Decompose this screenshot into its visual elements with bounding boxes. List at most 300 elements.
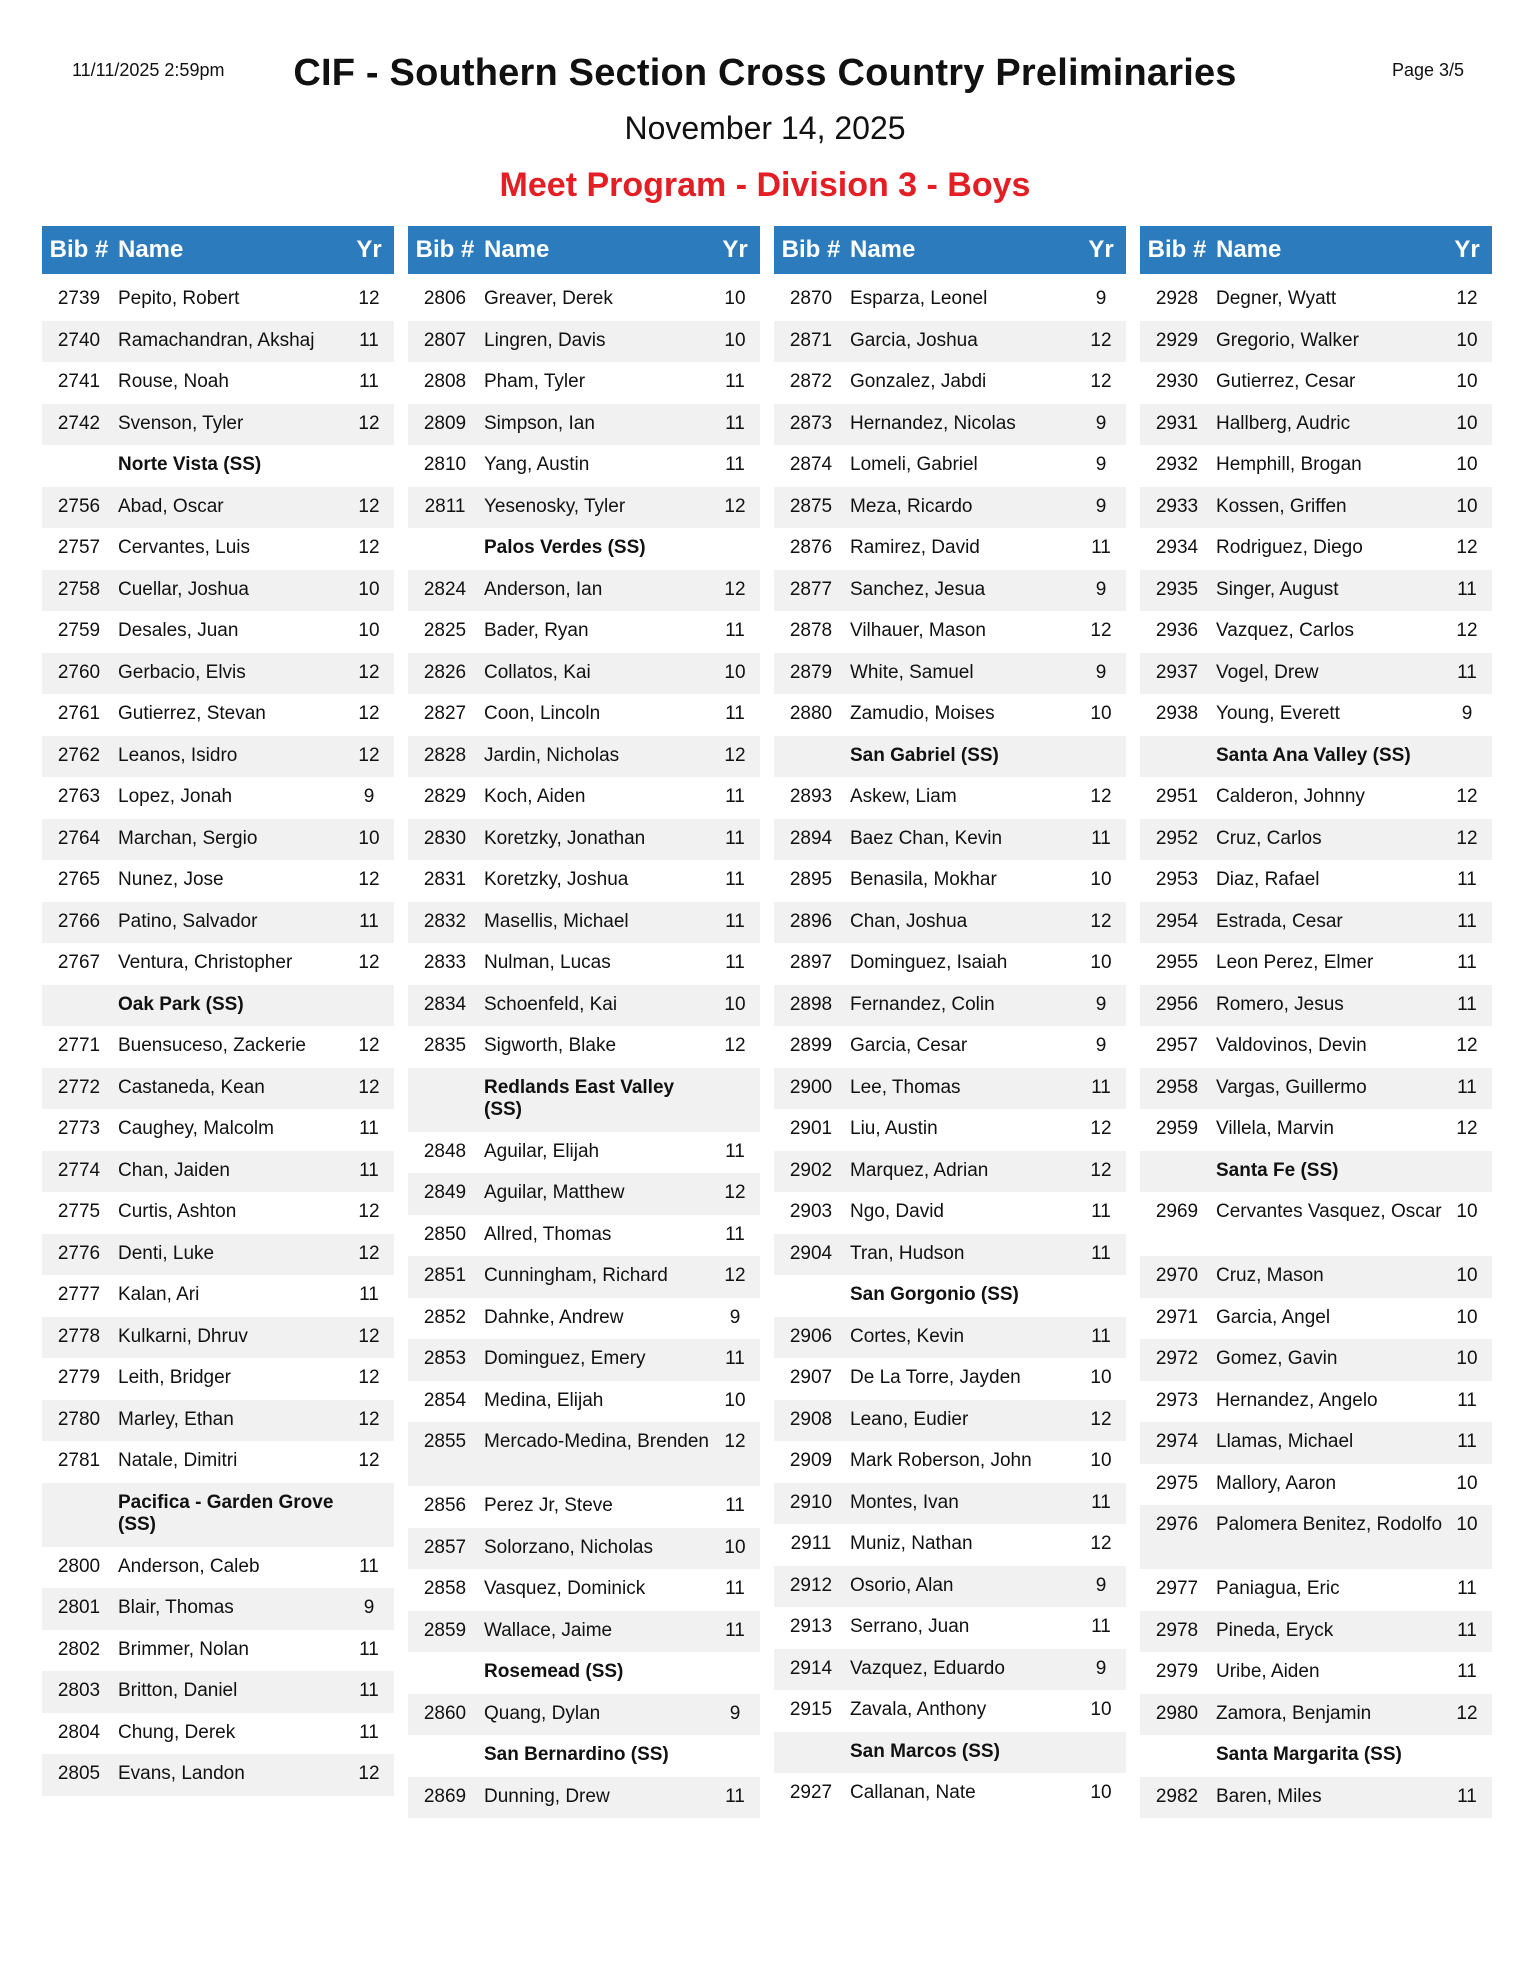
grade-year: 10 bbox=[358, 827, 380, 849]
column-rows bbox=[42, 279, 394, 1796]
bib-number: 2877 bbox=[789, 578, 833, 600]
runner-name: Aguilar, Elijah bbox=[484, 1140, 600, 1162]
runner-row bbox=[42, 1713, 394, 1755]
bib-number: 2764 bbox=[57, 827, 101, 849]
runner-row bbox=[1140, 943, 1492, 985]
runner-name: White, Samuel bbox=[850, 661, 974, 683]
grade-year: 10 bbox=[724, 1389, 746, 1411]
runner-row bbox=[774, 528, 1126, 570]
runner-name: Hernandez, Angelo bbox=[1216, 1389, 1378, 1411]
grade-year: 11 bbox=[725, 1619, 745, 1641]
runner-name: Mark Roberson, John bbox=[850, 1450, 1032, 1471]
bib-number: 2758 bbox=[57, 578, 101, 600]
school-heading-row bbox=[42, 1483, 394, 1547]
grade-year: 10 bbox=[1456, 1306, 1478, 1328]
runner-row bbox=[1140, 1339, 1492, 1381]
runner-row bbox=[408, 985, 760, 1027]
bib-number: 2825 bbox=[423, 620, 467, 641]
grade-year: 9 bbox=[729, 1306, 741, 1328]
runner-row bbox=[1140, 279, 1492, 321]
bib-number: 2937 bbox=[1155, 661, 1199, 683]
runner-name: Koretzky, Joshua bbox=[484, 869, 629, 890]
runner-row bbox=[774, 985, 1126, 1027]
column-rows bbox=[1140, 279, 1492, 1818]
bib-number: 2930 bbox=[1155, 371, 1199, 392]
grade-year: 12 bbox=[358, 744, 380, 766]
bib-number: 2894 bbox=[789, 827, 833, 849]
runner-name: Zavala, Anthony bbox=[850, 1699, 987, 1720]
grade-year: 9 bbox=[1095, 993, 1107, 1015]
grade-year: 12 bbox=[358, 1035, 380, 1056]
grade-year: 11 bbox=[1457, 1619, 1477, 1641]
runner-row bbox=[42, 1754, 394, 1796]
bib-number: 2974 bbox=[1155, 1431, 1199, 1452]
grade-year: 10 bbox=[358, 578, 380, 600]
bib-number: 2742 bbox=[57, 412, 101, 434]
runner-name: Benasila, Mokhar bbox=[850, 869, 997, 890]
bib-number: 2954 bbox=[1155, 910, 1199, 932]
grade-year: 9 bbox=[1095, 578, 1107, 600]
runner-row bbox=[42, 528, 394, 570]
grade-year: 9 bbox=[729, 1702, 741, 1724]
runner-row bbox=[42, 1109, 394, 1151]
school-name: Oak Park (SS) bbox=[118, 993, 244, 1015]
program-title: Meet Program - Division 3 - Boys bbox=[499, 166, 1031, 204]
runner-row bbox=[1140, 1381, 1492, 1423]
grade-year: 12 bbox=[1456, 1702, 1478, 1724]
grade-year: 10 bbox=[1090, 703, 1112, 724]
bib-number: 2975 bbox=[1155, 1472, 1199, 1494]
runner-name: Anderson, Caleb bbox=[118, 1555, 260, 1577]
runner-name: Nulman, Lucas bbox=[484, 952, 611, 973]
print-timestamp: 11/11/2025 2:59pm bbox=[72, 60, 225, 80]
grade-year: 12 bbox=[358, 952, 380, 973]
grade-year: 11 bbox=[1091, 827, 1111, 849]
runner-name: Solorzano, Nicholas bbox=[484, 1536, 653, 1558]
grade-year: 12 bbox=[724, 1431, 746, 1452]
runner-row bbox=[1140, 1256, 1492, 1298]
bib-number: 2874 bbox=[789, 454, 833, 475]
bib-number: 2756 bbox=[57, 495, 101, 517]
runner-name: Anderson, Ian bbox=[484, 578, 603, 600]
bib-number: 2953 bbox=[1155, 869, 1199, 890]
grade-year: 11 bbox=[725, 454, 745, 475]
runner-row bbox=[408, 1777, 760, 1819]
runner-name: Mercado-Medina, Brenden bbox=[484, 1431, 709, 1452]
runner-row bbox=[774, 1026, 1126, 1068]
grade-year: 12 bbox=[1090, 1408, 1112, 1430]
bib-number: 2928 bbox=[1155, 288, 1199, 309]
runner-row bbox=[42, 321, 394, 363]
runner-row bbox=[42, 1547, 394, 1589]
grade-year: 11 bbox=[359, 910, 379, 932]
grade-year: 12 bbox=[358, 703, 380, 724]
name-header: Name bbox=[118, 236, 184, 263]
runner-row bbox=[774, 1483, 1126, 1525]
runner-name: Gregorio, Walker bbox=[1216, 329, 1359, 351]
runner-row bbox=[1140, 1192, 1492, 1256]
bib-number: 2800 bbox=[57, 1555, 101, 1577]
school-heading-row bbox=[1140, 1151, 1492, 1193]
grade-year: 12 bbox=[358, 1201, 380, 1222]
runner-name: Yesenosky, Tyler bbox=[484, 495, 626, 517]
runner-name: Aguilar, Matthew bbox=[484, 1182, 625, 1203]
grade-year: 12 bbox=[358, 495, 380, 517]
grade-year: 9 bbox=[1095, 454, 1107, 475]
bib-number: 2857 bbox=[423, 1536, 467, 1558]
year-header: Yr bbox=[1088, 236, 1114, 263]
runner-row bbox=[42, 570, 394, 612]
runner-row bbox=[774, 694, 1126, 736]
grade-year: 10 bbox=[1456, 1348, 1478, 1369]
runner-name: Gonzalez, Jabdi bbox=[850, 371, 987, 392]
grade-year: 9 bbox=[363, 1597, 375, 1618]
runner-name: Vilhauer, Mason bbox=[850, 620, 986, 641]
runner-row bbox=[774, 653, 1126, 695]
bib-number: 2958 bbox=[1155, 1076, 1199, 1098]
bib-number: 2830 bbox=[423, 827, 467, 849]
name-header: Name bbox=[850, 236, 916, 263]
runner-row bbox=[408, 1381, 760, 1423]
runner-name: Serrano, Juan bbox=[850, 1616, 970, 1637]
grade-year: 12 bbox=[358, 1242, 380, 1264]
runner-row bbox=[408, 570, 760, 612]
runner-name: Cervantes Vasquez, Oscar bbox=[1216, 1201, 1442, 1222]
column-header bbox=[774, 226, 1126, 274]
bib-number: 2971 bbox=[1155, 1306, 1199, 1328]
runner-row bbox=[1140, 1777, 1492, 1819]
grade-year: 10 bbox=[1456, 1265, 1478, 1286]
runner-name: Bader, Ryan bbox=[484, 620, 589, 641]
grade-year: 10 bbox=[1090, 1782, 1112, 1803]
runner-row bbox=[1140, 1694, 1492, 1736]
runner-row bbox=[42, 1317, 394, 1359]
grade-year: 10 bbox=[1456, 1472, 1478, 1494]
grade-year: 11 bbox=[1457, 1661, 1477, 1682]
runner-row bbox=[1140, 860, 1492, 902]
bib-number: 2933 bbox=[1155, 495, 1199, 517]
page-title: CIF - Southern Section Cross Country Preliminaries bbox=[293, 52, 1237, 94]
runner-name: Marquez, Adrian bbox=[850, 1159, 989, 1181]
grade-year: 11 bbox=[1457, 993, 1477, 1015]
bib-number: 2801 bbox=[57, 1597, 101, 1618]
bib-number: 2763 bbox=[57, 786, 101, 807]
runner-row bbox=[774, 404, 1126, 446]
runner-name: Dominguez, Emery bbox=[484, 1348, 646, 1369]
grade-year: 11 bbox=[359, 1721, 379, 1743]
runner-name: Wallace, Jaime bbox=[484, 1619, 613, 1641]
grade-year: 10 bbox=[1090, 1367, 1112, 1388]
grade-year: 11 bbox=[725, 620, 745, 641]
runner-row bbox=[42, 1192, 394, 1234]
grade-year: 10 bbox=[1090, 1699, 1112, 1720]
grade-year: 10 bbox=[1456, 1201, 1478, 1222]
runner-row bbox=[774, 321, 1126, 363]
bib-number: 2826 bbox=[423, 661, 467, 683]
column-header bbox=[1140, 226, 1492, 274]
grade-year: 10 bbox=[1456, 495, 1478, 517]
runner-name: Ngo, David bbox=[850, 1201, 944, 1222]
bib-number: 2850 bbox=[423, 1223, 467, 1245]
bib-number: 2767 bbox=[57, 952, 101, 973]
runner-row bbox=[408, 487, 760, 529]
bib-number: 2777 bbox=[57, 1284, 101, 1305]
school-name: Santa Ana Valley (SS) bbox=[1216, 744, 1411, 766]
runner-name: Cuellar, Joshua bbox=[118, 578, 249, 600]
school-heading-row bbox=[42, 985, 394, 1027]
runner-row bbox=[408, 1569, 760, 1611]
year-header: Yr bbox=[1454, 236, 1480, 263]
grade-year: 12 bbox=[1456, 288, 1478, 309]
runner-name: Patino, Salvador bbox=[118, 910, 258, 932]
bib-number: 2870 bbox=[789, 288, 833, 309]
runner-name: Estrada, Cesar bbox=[1216, 910, 1343, 932]
grade-year: 12 bbox=[1456, 537, 1478, 558]
runner-row bbox=[774, 570, 1126, 612]
bib-header: Bib # bbox=[415, 236, 475, 263]
grade-year: 12 bbox=[358, 1076, 380, 1098]
grade-year: 12 bbox=[1090, 910, 1112, 932]
runner-name: Kulkarni, Dhruv bbox=[118, 1325, 248, 1347]
runner-row bbox=[408, 943, 760, 985]
bib-number: 2854 bbox=[423, 1389, 467, 1411]
school-name: Santa Fe (SS) bbox=[1216, 1159, 1339, 1181]
runner-name: Gutierrez, Stevan bbox=[118, 703, 266, 724]
runner-row bbox=[42, 860, 394, 902]
grade-year: 12 bbox=[1456, 786, 1478, 807]
grade-year: 11 bbox=[725, 910, 745, 932]
bib-number: 2778 bbox=[57, 1325, 101, 1347]
runner-name: Cruz, Carlos bbox=[1216, 827, 1322, 849]
runner-name: Vasquez, Dominick bbox=[484, 1578, 646, 1599]
bib-number: 2858 bbox=[423, 1578, 467, 1599]
runner-name: Collatos, Kai bbox=[484, 661, 591, 683]
meet-date: November 14, 2025 bbox=[624, 110, 906, 146]
grade-year: 11 bbox=[725, 1785, 745, 1807]
grade-year: 12 bbox=[724, 1035, 746, 1056]
bib-number: 2909 bbox=[789, 1450, 833, 1471]
grade-year: 12 bbox=[1090, 786, 1112, 807]
bib-number: 2835 bbox=[423, 1035, 467, 1056]
roster-column bbox=[408, 226, 760, 1818]
runner-name: Nunez, Jose bbox=[118, 869, 224, 890]
runner-name: Diaz, Rafael bbox=[1216, 869, 1320, 890]
runner-name: Valdovinos, Devin bbox=[1216, 1035, 1367, 1056]
grade-year: 11 bbox=[359, 371, 379, 392]
bib-header: Bib # bbox=[49, 236, 109, 263]
runner-row bbox=[42, 653, 394, 695]
grade-year: 11 bbox=[725, 1348, 745, 1369]
bib-number: 2938 bbox=[1155, 703, 1199, 724]
runner-name: Baez Chan, Kevin bbox=[850, 827, 1003, 849]
grade-year: 10 bbox=[1456, 371, 1478, 392]
grade-year: 11 bbox=[1091, 1325, 1111, 1347]
bib-number: 2873 bbox=[789, 412, 833, 434]
runner-name: Gerbacio, Elvis bbox=[118, 661, 246, 683]
grade-year: 11 bbox=[1091, 1201, 1111, 1222]
runner-name: Vargas, Guillermo bbox=[1216, 1076, 1367, 1098]
runner-name: Yang, Austin bbox=[484, 454, 590, 475]
runner-row bbox=[408, 611, 760, 653]
runner-row bbox=[408, 902, 760, 944]
runner-row bbox=[774, 902, 1126, 944]
grade-year: 11 bbox=[359, 1555, 379, 1577]
runner-row bbox=[1140, 777, 1492, 819]
bib-number: 2952 bbox=[1155, 827, 1199, 849]
grade-year: 11 bbox=[1091, 537, 1111, 558]
runner-row bbox=[1140, 1422, 1492, 1464]
runner-name: Cortes, Kevin bbox=[850, 1325, 965, 1347]
runner-name: Paniagua, Eric bbox=[1216, 1578, 1340, 1599]
runner-row bbox=[1140, 528, 1492, 570]
bib-number: 2931 bbox=[1155, 412, 1199, 434]
bib-number: 2762 bbox=[57, 744, 101, 766]
grade-year: 12 bbox=[1456, 620, 1478, 641]
grade-year: 12 bbox=[358, 1450, 380, 1471]
runner-row bbox=[42, 1234, 394, 1276]
bib-number: 2804 bbox=[57, 1721, 101, 1743]
runner-row bbox=[1140, 1298, 1492, 1340]
grade-year: 10 bbox=[1456, 454, 1478, 475]
runner-row bbox=[42, 611, 394, 653]
runner-name: Pepito, Robert bbox=[118, 288, 240, 309]
runner-name: Cervantes, Luis bbox=[118, 537, 251, 558]
bib-number: 2856 bbox=[423, 1495, 467, 1516]
bib-number: 2757 bbox=[57, 537, 101, 558]
runner-name: Lomeli, Gabriel bbox=[850, 454, 978, 475]
grade-year: 12 bbox=[1456, 1118, 1478, 1139]
grade-year: 10 bbox=[724, 993, 746, 1015]
runner-row bbox=[408, 1694, 760, 1736]
runner-row bbox=[774, 279, 1126, 321]
grade-year: 11 bbox=[1091, 1076, 1111, 1098]
runner-name: Tran, Hudson bbox=[850, 1242, 965, 1264]
bib-number: 2876 bbox=[789, 537, 833, 558]
bib-number: 2869 bbox=[423, 1785, 467, 1807]
runner-name: Chan, Joshua bbox=[850, 910, 968, 932]
bib-number: 2880 bbox=[789, 703, 833, 724]
bib-number: 2776 bbox=[57, 1242, 101, 1264]
runner-name: Zamudio, Moises bbox=[850, 703, 995, 724]
bib-header: Bib # bbox=[781, 236, 841, 263]
bib-number: 2932 bbox=[1155, 454, 1199, 475]
grade-year: 10 bbox=[724, 661, 746, 683]
runner-row bbox=[1140, 611, 1492, 653]
grade-year: 11 bbox=[1457, 1785, 1477, 1807]
bib-number: 2956 bbox=[1155, 993, 1199, 1015]
runner-row bbox=[42, 1441, 394, 1483]
bib-number: 2904 bbox=[789, 1242, 833, 1264]
runner-name: Hallberg, Audric bbox=[1216, 412, 1351, 434]
grade-year: 12 bbox=[1090, 1118, 1112, 1139]
grade-year: 11 bbox=[1457, 578, 1477, 600]
bib-number: 2827 bbox=[423, 703, 467, 724]
runner-name: Jardin, Nicholas bbox=[484, 744, 620, 766]
runner-name: Buensuceso, Zackerie bbox=[118, 1035, 306, 1056]
runner-row bbox=[1140, 694, 1492, 736]
runner-row bbox=[1140, 819, 1492, 861]
runner-row bbox=[774, 611, 1126, 653]
runner-row bbox=[774, 1649, 1126, 1691]
bib-number: 2759 bbox=[57, 620, 101, 641]
runner-name: Quang, Dylan bbox=[484, 1702, 601, 1724]
runner-name: Abad, Oscar bbox=[118, 495, 224, 517]
runner-row bbox=[1140, 1611, 1492, 1653]
bib-number: 2853 bbox=[423, 1348, 467, 1369]
grade-year: 12 bbox=[358, 288, 380, 309]
runner-row bbox=[42, 1151, 394, 1193]
bib-number: 2898 bbox=[789, 993, 833, 1015]
runner-row bbox=[408, 653, 760, 695]
year-header: Yr bbox=[356, 236, 382, 263]
runner-row bbox=[408, 1611, 760, 1653]
page-number: Page 3/5 bbox=[1391, 60, 1464, 80]
grade-year: 10 bbox=[1456, 329, 1478, 351]
school-name: Norte Vista (SS) bbox=[118, 454, 262, 475]
bib-number: 2912 bbox=[789, 1574, 833, 1596]
grade-year: 12 bbox=[1090, 1533, 1112, 1554]
runner-row bbox=[408, 1132, 760, 1174]
school-name: Palos Verdes (SS) bbox=[484, 537, 646, 558]
runner-name: Brimmer, Nolan bbox=[118, 1638, 249, 1660]
bib-number: 2973 bbox=[1155, 1389, 1199, 1411]
bib-number: 2739 bbox=[57, 288, 101, 309]
bib-number: 2871 bbox=[789, 329, 833, 351]
grade-year: 11 bbox=[359, 1159, 379, 1181]
runner-row bbox=[408, 1422, 760, 1486]
school-heading-row bbox=[774, 736, 1126, 778]
bib-number: 2879 bbox=[789, 661, 833, 683]
grade-year: 12 bbox=[724, 1182, 746, 1203]
bib-number: 2775 bbox=[57, 1201, 101, 1222]
runner-row bbox=[42, 1026, 394, 1068]
bib-number: 2760 bbox=[57, 661, 101, 683]
runner-row bbox=[774, 1151, 1126, 1193]
runner-row bbox=[42, 362, 394, 404]
bib-number: 2915 bbox=[789, 1699, 833, 1720]
bib-number: 2809 bbox=[423, 412, 467, 434]
runner-name: Cunningham, Richard bbox=[484, 1265, 668, 1286]
bib-number: 2978 bbox=[1155, 1619, 1199, 1641]
grade-year: 9 bbox=[1095, 661, 1107, 683]
runner-name: Curtis, Ashton bbox=[118, 1201, 237, 1222]
runner-name: Palomera Benitez, Rodolfo bbox=[1216, 1514, 1443, 1535]
bib-number: 2872 bbox=[789, 371, 833, 392]
grade-year: 10 bbox=[724, 288, 746, 309]
bib-number: 2831 bbox=[423, 869, 467, 890]
school-name: San Gabriel (SS) bbox=[850, 744, 999, 766]
bib-number: 2774 bbox=[57, 1159, 101, 1181]
runner-name: Ramirez, David bbox=[850, 537, 980, 558]
runner-name: Medina, Elijah bbox=[484, 1389, 604, 1411]
grade-year: 11 bbox=[1091, 1616, 1111, 1637]
bib-number: 2779 bbox=[57, 1367, 101, 1388]
runner-row bbox=[774, 1234, 1126, 1276]
bib-number: 2781 bbox=[57, 1450, 101, 1471]
runner-row bbox=[42, 1588, 394, 1630]
grade-year: 12 bbox=[1456, 827, 1478, 849]
runner-name: Dominguez, Isaiah bbox=[850, 952, 1008, 973]
bib-number: 2824 bbox=[423, 578, 467, 600]
runner-name: Blair, Thomas bbox=[118, 1597, 234, 1618]
runner-row bbox=[408, 321, 760, 363]
grade-year: 10 bbox=[1090, 1450, 1112, 1471]
runner-row bbox=[408, 279, 760, 321]
runner-name: Muniz, Nathan bbox=[850, 1533, 973, 1554]
runner-row bbox=[1140, 1109, 1492, 1151]
runner-name: Britton, Daniel bbox=[118, 1680, 238, 1701]
runner-name: Mallory, Aaron bbox=[1216, 1472, 1337, 1494]
